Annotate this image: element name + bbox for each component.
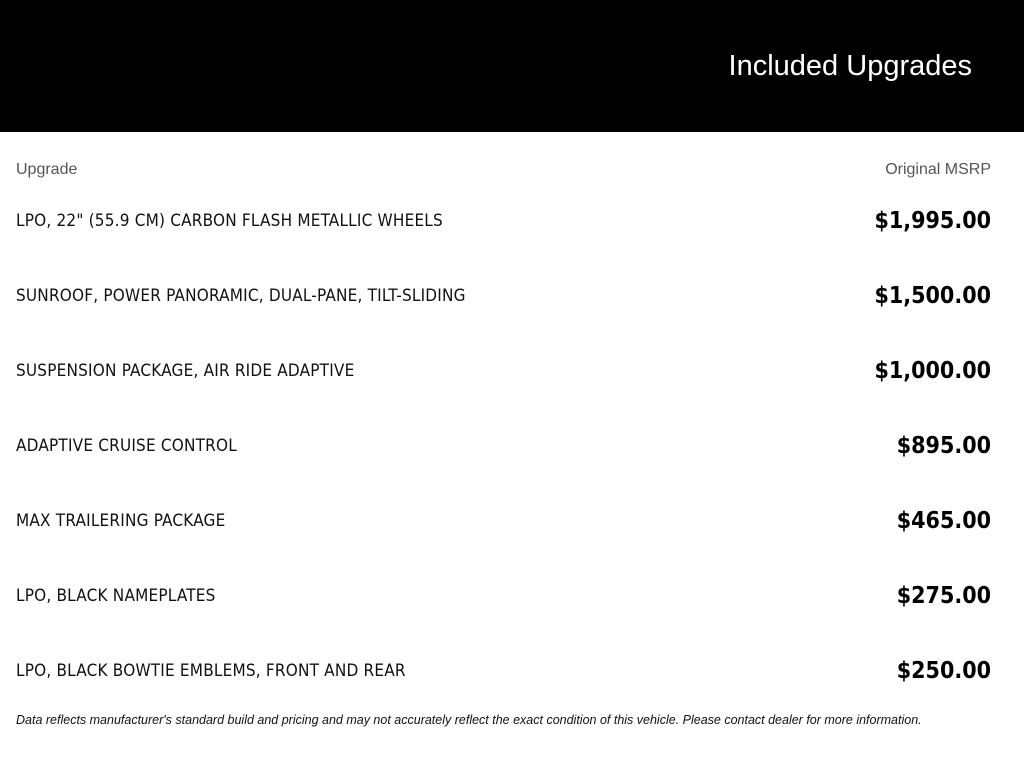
upgrade-name: SUNROOF, POWER PANORAMIC, DUAL-PANE, TILT-SLIDING (16, 286, 466, 306)
upgrade-price: $465.00 (896, 508, 991, 534)
table-row (0, 647, 1024, 722)
table-row (0, 347, 1024, 422)
upgrade-name: LPO, BLACK BOWTIE EMBLEMS, FRONT AND REAR (16, 661, 406, 681)
column-header-msrp: Original MSRP (885, 161, 991, 178)
upgrade-name: ADAPTIVE CRUISE CONTROL (16, 436, 237, 456)
upgrades-list (0, 197, 1024, 722)
header-banner (0, 0, 1024, 132)
table-row (0, 272, 1024, 347)
table-row (0, 422, 1024, 497)
table-row (0, 572, 1024, 647)
upgrade-price: $895.00 (896, 433, 991, 459)
page-title: Included Upgrades (728, 50, 972, 82)
upgrade-price: $275.00 (896, 583, 991, 609)
table-row (0, 497, 1024, 572)
upgrade-price: $1,995.00 (874, 208, 991, 234)
column-header-upgrade: Upgrade (16, 161, 78, 178)
table-row (0, 197, 1024, 272)
upgrade-name: SUSPENSION PACKAGE, AIR RIDE ADAPTIVE (16, 361, 355, 381)
disclaimer-note: Data reflects manufacturer's standard build and pricing and may not accurately reflect the exact condition of this vehicle. Please contact dealer for more information. (16, 713, 922, 727)
upgrade-price: $1,000.00 (874, 358, 991, 384)
upgrade-name: MAX TRAILERING PACKAGE (16, 511, 226, 531)
upgrade-price: $1,500.00 (874, 283, 991, 309)
upgrade-price: $250.00 (896, 658, 991, 684)
upgrade-name: LPO, 22" (55.9 CM) CARBON FLASH METALLIC WHEELS (16, 211, 443, 231)
upgrade-name: LPO, BLACK NAMEPLATES (16, 586, 216, 606)
